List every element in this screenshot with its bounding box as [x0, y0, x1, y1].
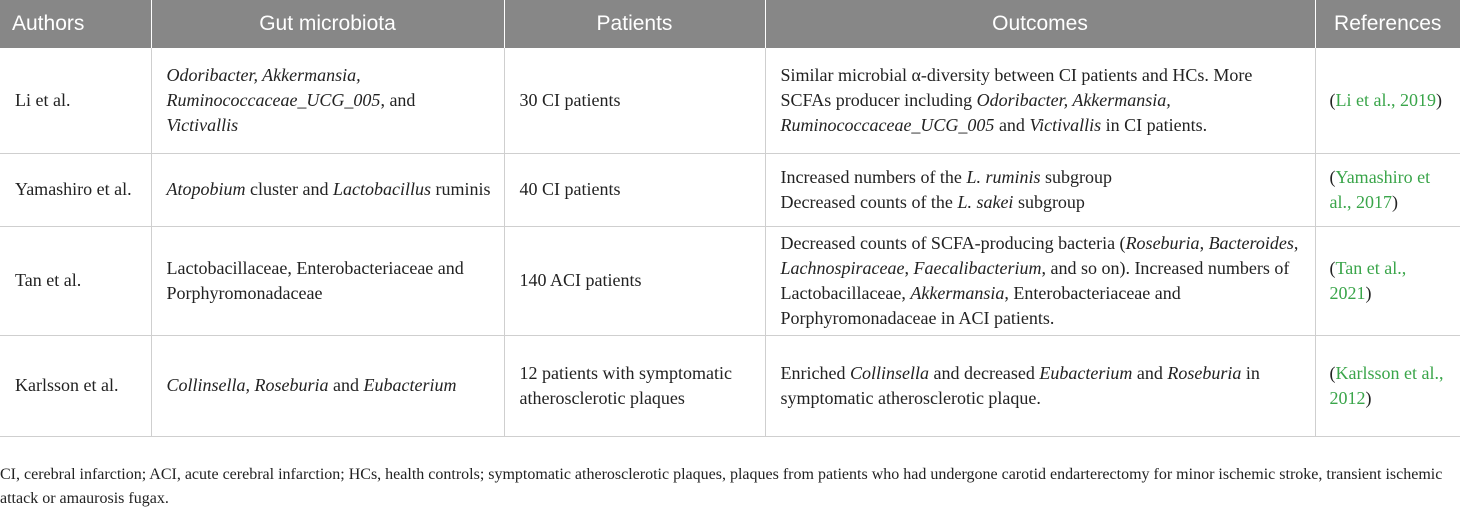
header-patients: Patients	[504, 0, 765, 48]
taxon-name: Victivallis	[1029, 114, 1102, 135]
taxon-name: Eubacterium	[1039, 362, 1133, 383]
header-references: References	[1334, 12, 1442, 35]
taxon-name: Roseburia	[1167, 362, 1242, 383]
table-row	[0, 48, 1460, 153]
taxon-name: Victivallis	[166, 114, 239, 135]
cell-author: Karlsson et al.	[0, 335, 151, 436]
reference-link[interactable]: Li et al., 2019	[1335, 89, 1436, 110]
table-row	[0, 153, 1460, 226]
table-row	[0, 335, 1460, 436]
table-footnote: CI, cerebral infarction; ACI, acute cerebral infarction; HCs, health controls; symptomatic atherosclerotic plaques, plaques from patients who had undergone carotid endarterectomy for minor ischemic stroke, transient ischemic attack or amaurosis fugax.	[0, 466, 1443, 507]
cell-microbiota: Atopobium cluster and Lactobacillus ruminis	[151, 153, 504, 226]
cell-outcomes: Enriched Collinsella and decreased Eubacterium and Roseburia in symptomatic atherosclerotic plaque.	[765, 335, 1315, 436]
header-outcomes: Outcomes	[765, 0, 1315, 48]
cell-author: Yamashiro et al.	[0, 153, 151, 226]
table-row	[0, 226, 1460, 335]
cell-microbiota: Odoribacter, Akkermansia, Ruminococcaceae_UCG_005, and Victivallis	[151, 48, 504, 153]
reference-link[interactable]: Karlsson et al., 2012	[1329, 362, 1444, 408]
cell-outcomes: Increased numbers of the L. ruminis subgroup Decreased counts of the L. sakei subgroup	[765, 153, 1315, 226]
taxon-name: Bacteroides	[1208, 232, 1294, 253]
cell-author: Tan et al.	[0, 226, 151, 335]
taxon-name: Odoribacter, Akkermansia, Ruminococcaceae_UCG_005	[780, 89, 1171, 135]
cell-reference: (Tan et al., 2021)	[1315, 226, 1460, 335]
cell-author: Li et al.	[0, 48, 151, 153]
taxon-name: Eubacterium	[363, 375, 457, 395]
taxon-name: Collinsella, Roseburia	[166, 375, 329, 395]
taxon-name: Lachnospiraceae	[780, 257, 905, 278]
cell-microbiota: Collinsella, Roseburia and Eubacterium	[151, 335, 504, 436]
table-header	[0, 0, 1460, 48]
taxon-name: L. ruminis	[966, 166, 1041, 187]
cell-reference: (Li et al., 2019)	[1315, 48, 1460, 153]
taxon-name: Atopobium	[166, 179, 246, 199]
taxon-name: Collinsella	[849, 362, 929, 383]
cell-reference: (Karlsson et al., 2012)	[1315, 335, 1460, 436]
taxon-name: Odoribacter, Akkermansia, Ruminococcaceae_UCG_005	[166, 64, 381, 110]
reference-link[interactable]: Yamashiro et al., 2017	[1329, 166, 1431, 212]
taxon-name: Roseburia	[1125, 232, 1200, 253]
header-row	[0, 0, 1460, 48]
cell-patients: 12 patients with symptomatic atherosclerotic plaques	[504, 335, 765, 436]
taxon-name: Lactobacillus	[332, 179, 431, 199]
cell-reference: (Yamashiro et al., 2017)	[1315, 153, 1460, 226]
cell-patients: 140 ACI patients	[504, 226, 765, 335]
cell-outcomes: Similar microbial α-diversity between CI patients and HCs. More SCFAs producer including Odoribacter, Akkermansia, Ruminococcaceae_UCG_005 and Victivallis in CI patients.	[765, 48, 1315, 153]
cell-patients: 40 CI patients	[504, 153, 765, 226]
taxon-name: L. sakei	[957, 191, 1014, 212]
cell-outcomes: Decreased counts of SCFA-producing bacteria (Roseburia, Bacteroides, Lachnospiraceae, Faecalibacterium, and so on). Increased numbers of Lactobacillaceae, Akkermansia, Enterobacteriaceae and Porphyromonadaceae in ACI patients.	[765, 226, 1315, 335]
header-authors: Authors	[0, 0, 151, 48]
cell-microbiota: Lactobacillaceae, Enterobacteriaceae and Porphyromonadaceae	[151, 226, 504, 335]
taxon-name: Akkermansia	[910, 282, 1005, 303]
cell-patients: 30 CI patients	[504, 48, 765, 153]
header-gut-microbiota: Gut microbiota	[151, 0, 504, 48]
table-body	[0, 48, 1460, 436]
taxon-name: Faecalibacterium	[913, 257, 1042, 278]
reference-link[interactable]: Tan et al., 2021	[1329, 257, 1407, 303]
